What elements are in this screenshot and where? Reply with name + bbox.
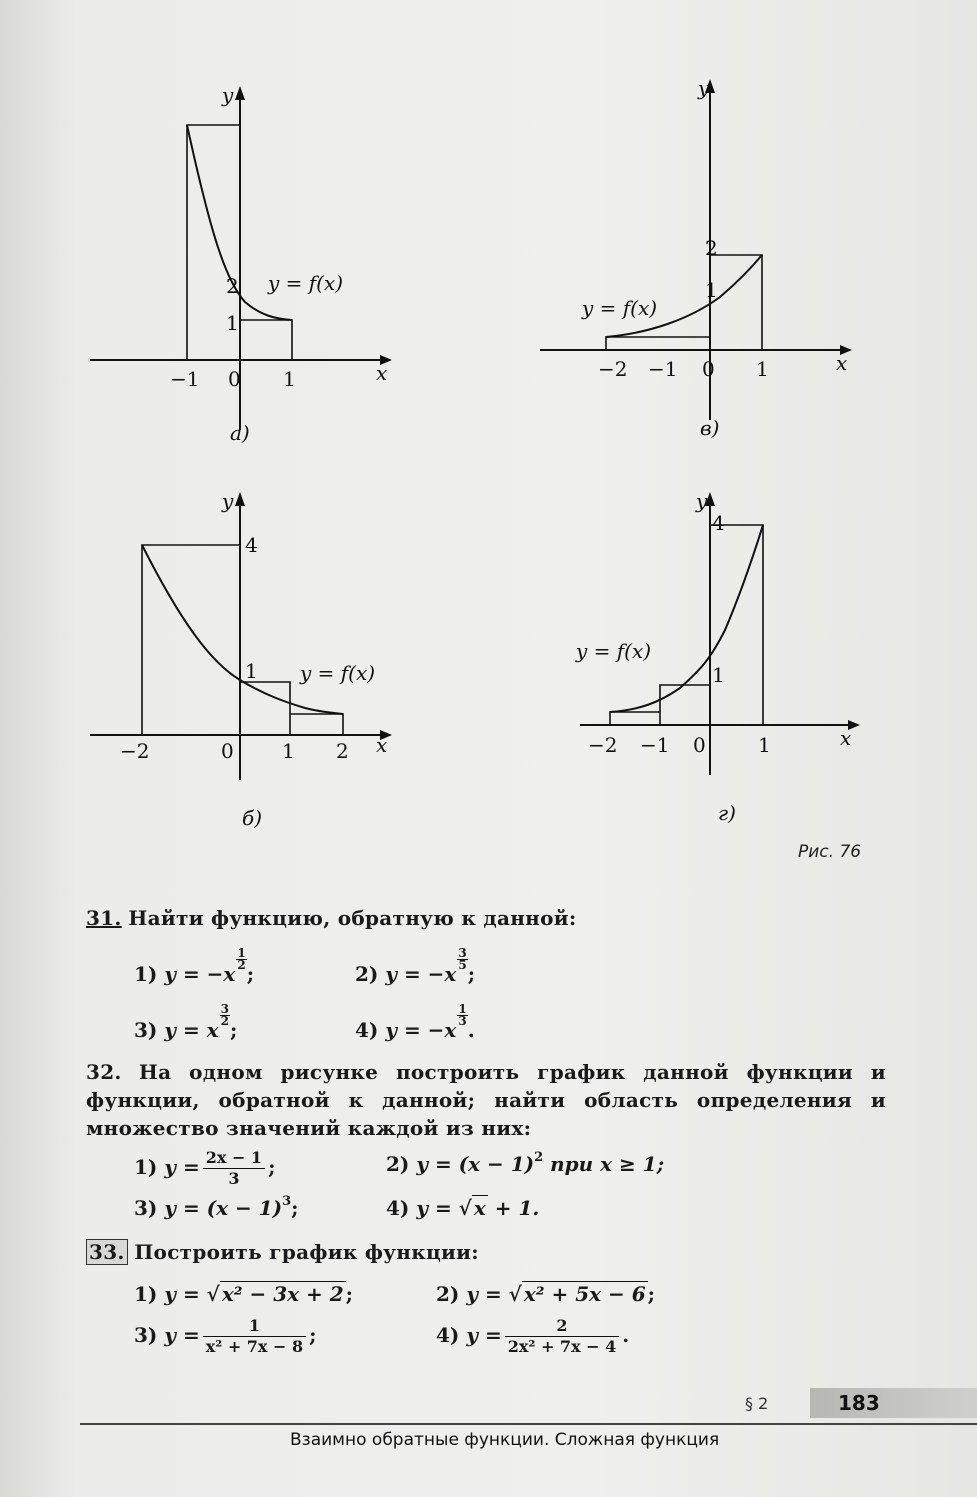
axis-label-x: x xyxy=(840,726,852,750)
exercise-item: 2) $y = (x - 1)^2$ при x ≥ 1; xyxy=(386,1150,665,1176)
y-tick-label: 4 xyxy=(245,533,258,557)
x-tick-label: −2 xyxy=(598,357,628,381)
exercise-item: 1) y = √ x² − 3x + 2 ; xyxy=(134,1282,354,1306)
graph-panel-b xyxy=(80,490,410,840)
graph-panel-a xyxy=(80,80,410,450)
x-tick-label: 0 xyxy=(228,367,241,391)
exercise-33 xyxy=(86,1238,886,1266)
graph-panel-g xyxy=(560,490,880,830)
x-tick-label: −2 xyxy=(588,733,618,757)
exercise-item: 3) $y = (x - 1)^3$; xyxy=(134,1194,299,1220)
x-tick-label: 2 xyxy=(336,739,349,763)
panel-label: в) xyxy=(700,416,720,440)
y-tick-label: 2 xyxy=(705,236,718,260)
exercise-item: 4) y = −x $\frac{1}{3}$ . xyxy=(355,1002,475,1042)
exercise-item: 3) y = x $\frac{3}{2}$ ; xyxy=(134,1002,238,1042)
x-tick-label: 0 xyxy=(221,739,234,763)
y-tick-label: 1 xyxy=(705,278,718,302)
function-curve xyxy=(142,545,343,714)
panel-label: а) xyxy=(230,421,250,445)
exercise-number: 32. xyxy=(86,1060,122,1084)
exercise-item: 1) y = −x $\frac{1}{2}$ ; xyxy=(134,946,255,986)
figure-caption: Рис. 76 xyxy=(798,842,862,862)
exercise-item: 4) y = √ x + 1. xyxy=(386,1196,540,1220)
y-tick-label: 4 xyxy=(712,511,725,535)
x-tick-label: 0 xyxy=(702,357,715,381)
function-label: y = f(x) xyxy=(268,271,344,295)
exercise-title: Построить график функции: xyxy=(134,1240,479,1264)
exercise-item: 3) y = $\frac{1}{\text{x² + 7x − 8}}$ ; xyxy=(134,1316,317,1356)
axis-label-y: y xyxy=(696,489,708,513)
running-title: Взаимно обратные функции. Сложная функция xyxy=(290,1430,720,1450)
function-label: y = f(x) xyxy=(582,296,658,320)
axis-label-y: y xyxy=(222,83,234,107)
x-tick-label: 1 xyxy=(283,367,296,391)
x-tick-label: −1 xyxy=(648,357,678,381)
page-number-band xyxy=(810,1388,977,1418)
page-number: 183 xyxy=(838,1391,880,1415)
y-tick-label: 1 xyxy=(226,311,239,335)
axis-label-x: x xyxy=(376,361,388,385)
x-tick-label: −1 xyxy=(640,733,670,757)
panel-label: г) xyxy=(718,801,736,825)
axis-label-y: y xyxy=(698,76,710,100)
exercise-item: 2) y = −x $\frac{3}{5}$ ; xyxy=(355,946,476,986)
x-tick-label: 1 xyxy=(756,357,769,381)
exercise-number: 33. xyxy=(86,1239,128,1265)
section-marker: § 2 xyxy=(745,1394,769,1413)
x-tick-label: −2 xyxy=(120,739,150,763)
footer-rule xyxy=(80,1423,977,1425)
function-curve xyxy=(610,525,763,712)
exercise-31 xyxy=(86,904,886,932)
exercise-32 xyxy=(86,1058,886,1142)
exercise-title: На одном рисунке построить график данной функции и функции, обратной к данной; найти область определения и множество значений каждой из них: xyxy=(86,1060,886,1140)
x-tick-label: 1 xyxy=(758,733,771,757)
x-tick-label: 0 xyxy=(693,733,706,757)
axis-label-x: x xyxy=(376,733,388,757)
axis-label-x: x xyxy=(836,351,848,375)
x-tick-label: −1 xyxy=(170,367,200,391)
x-tick-label: 1 xyxy=(282,739,295,763)
y-tick-label: 1 xyxy=(712,663,725,687)
exercise-item: 1) y = $\frac{2x - 1}{3}$ ; xyxy=(134,1148,276,1188)
function-label: y = f(x) xyxy=(576,639,652,663)
axis-label-y: y xyxy=(222,489,234,513)
exercise-item: 4) y = $\frac{2}{\text{2x² + 7x − 4}}$ . xyxy=(436,1316,630,1356)
exercise-item: 2) y = √ x² + 5x − 6 ; xyxy=(436,1282,656,1306)
y-tick-label: 1 xyxy=(245,659,258,683)
exercise-number: 31. xyxy=(86,906,122,930)
y-tick-label: 2 xyxy=(226,274,239,298)
panel-label: б) xyxy=(242,806,263,830)
graph-panel-v xyxy=(530,75,870,445)
exercise-title: Найти функцию, обратную к данной: xyxy=(128,906,577,930)
function-label: y = f(x) xyxy=(300,661,376,685)
